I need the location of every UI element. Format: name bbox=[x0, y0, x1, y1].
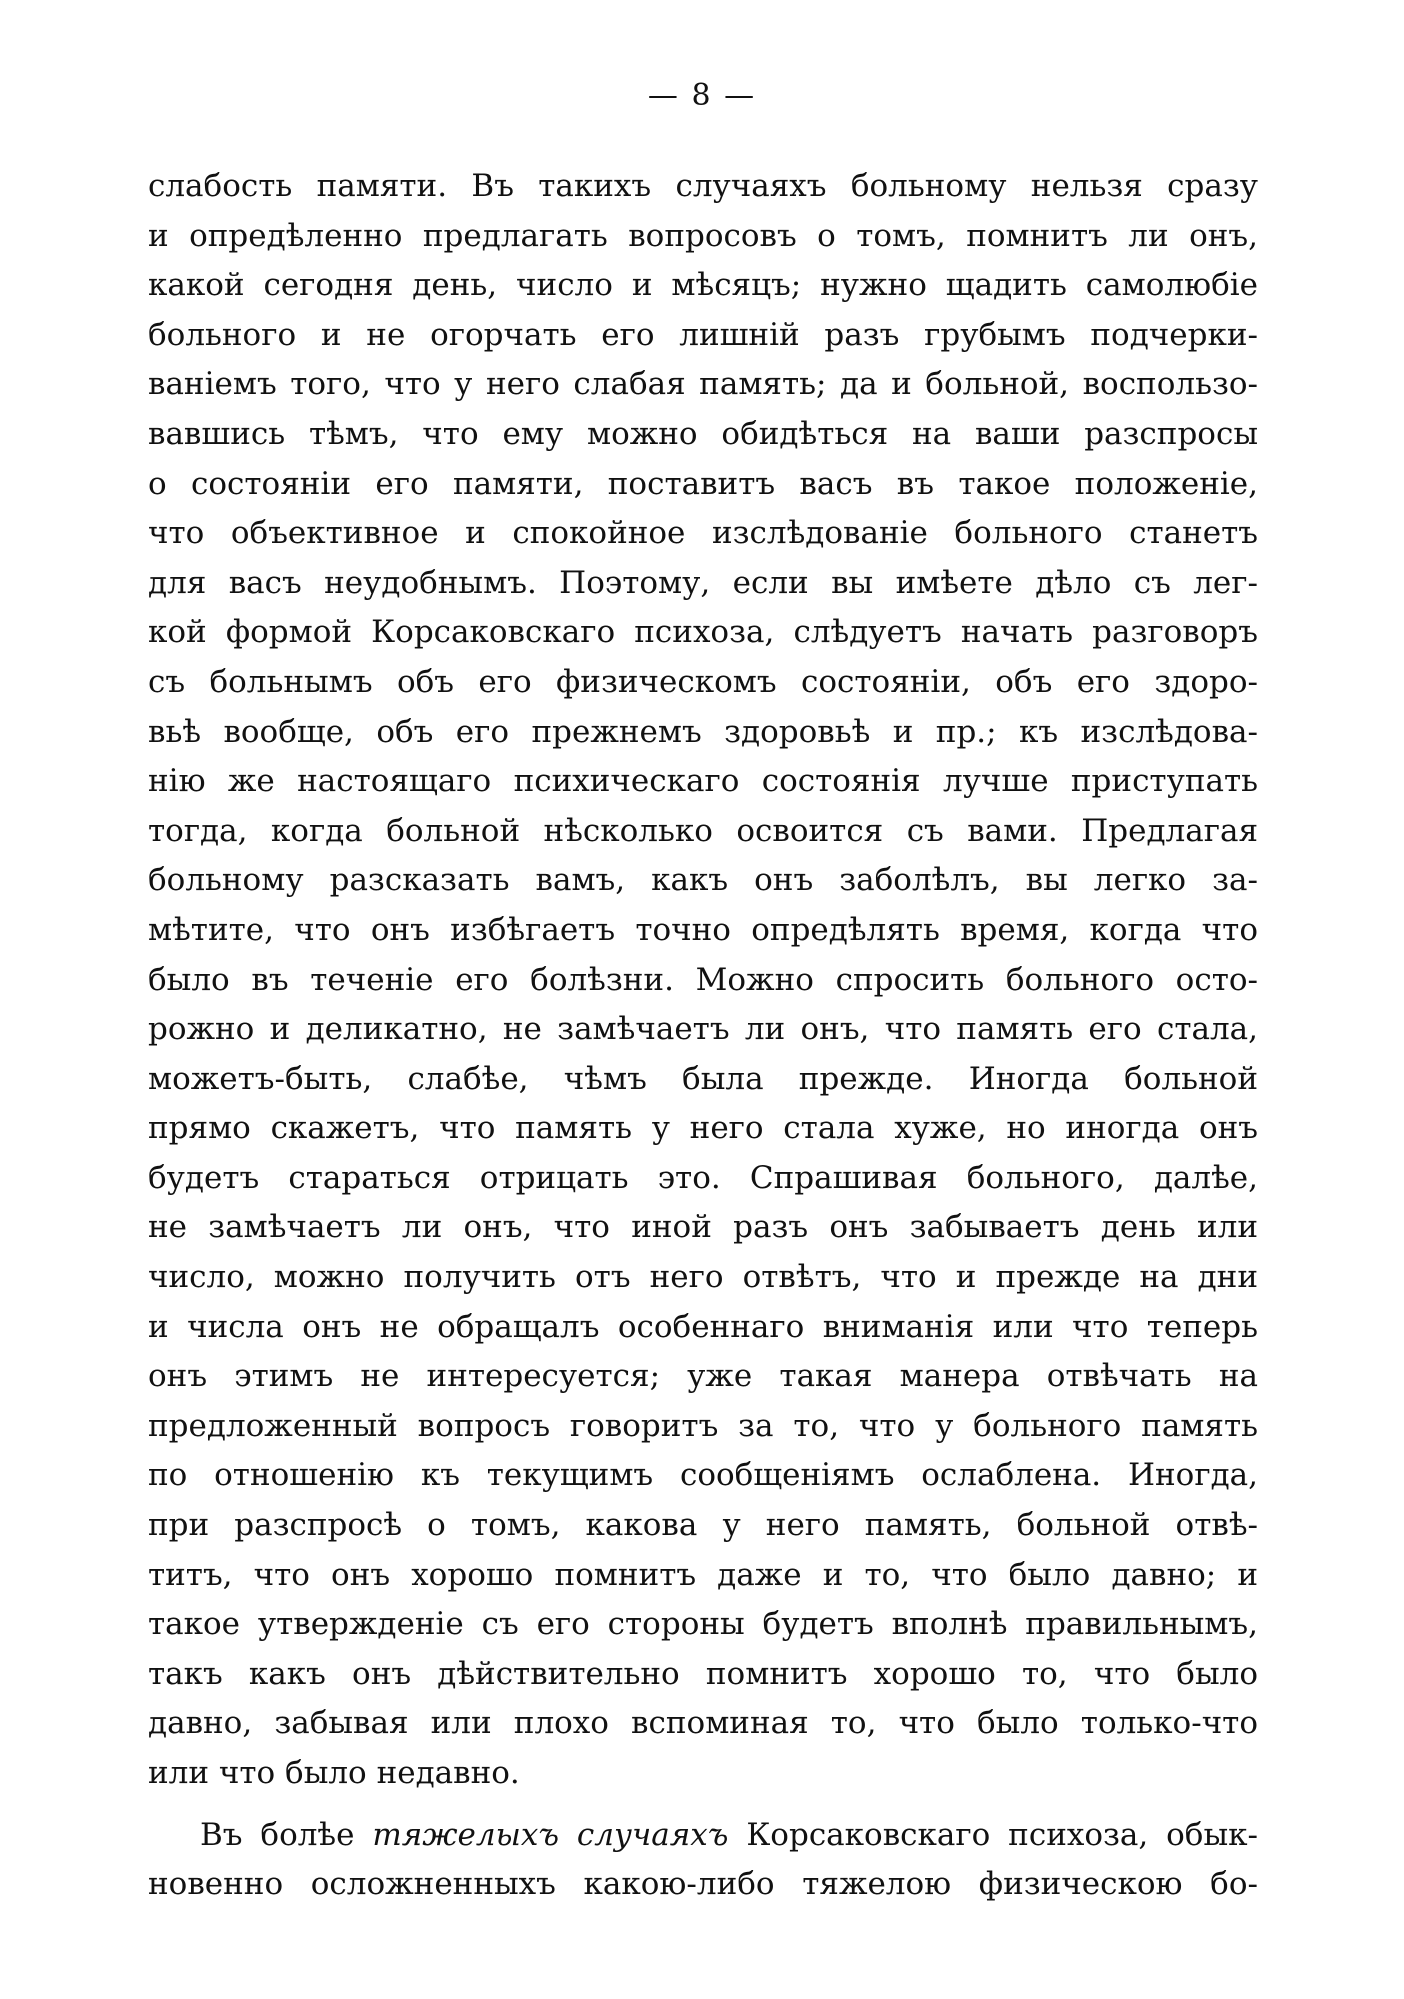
paragraph-1-line: тогда, когда больной нѣсколько освоится съ вами. Предлагая bbox=[148, 812, 1258, 849]
paragraph-1-line: кой формой Корсаковскаго психоза, слѣдуетъ начать разговоръ bbox=[148, 614, 1258, 651]
paragraph-1-line: прямо скажетъ, что память у него стала хуже, но иногда онъ bbox=[148, 1110, 1258, 1147]
paragraph-1-line: вьѣ вообще, объ его прежнемъ здоровьѣ и пр.; къ изслѣдова- bbox=[148, 713, 1258, 750]
paragraph-1-line: при разспросѣ о томъ, какова у него память, больной отвѣ- bbox=[148, 1507, 1258, 1544]
paragraph-1-line: о состояніи его памяти, поставитъ васъ въ такое положеніе, bbox=[148, 465, 1258, 502]
paragraph-1-line: давно, забывая или плохо вспоминая то, что было только-что bbox=[148, 1705, 1258, 1742]
paragraph-1-line: какой сегодня день, число и мѣсяцъ; нужно щадить самолюбіе bbox=[148, 267, 1258, 304]
paragraph-1-line: вавшись тѣмъ, что ему можно обидѣться на ваши разспросы bbox=[148, 415, 1258, 452]
paragraph-2-line-2: новенно осложненныхъ какою-либо тяжелою физическою бо- bbox=[148, 1866, 1258, 1903]
paragraph-1-line: и числа онъ не обращалъ особеннаго вниманія или что теперь bbox=[148, 1308, 1258, 1345]
paragraph-1-line: будетъ стараться отрицать это. Спрашивая больного, далѣе, bbox=[148, 1159, 1258, 1196]
body-text bbox=[148, 162, 1258, 1910]
paragraph-gap bbox=[148, 1799, 1258, 1811]
p2-line1-end: Корсаковскаго психоза, обык- bbox=[728, 1816, 1258, 1853]
paragraph-1-line: предложенный вопросъ говоритъ за то, что у больного память bbox=[148, 1407, 1258, 1444]
paragraph-1-line: что объективное и спокойное изслѣдованіе больного станетъ bbox=[148, 515, 1258, 552]
p2-line1-start: Въ болѣе bbox=[200, 1816, 373, 1853]
paragraph-1-line: съ больнымъ объ его физическомъ состояніи, объ его здоро- bbox=[148, 663, 1258, 700]
paragraph-1-line: рожно и деликатно, не замѣчаетъ ли онъ, что память его стала, bbox=[148, 1011, 1258, 1048]
paragraph-1-line: по отношенію къ текущимъ сообщеніямъ ослаблена. Иногда, bbox=[148, 1457, 1258, 1494]
page-number: — 8 — bbox=[647, 78, 757, 113]
paragraph-1-line: слабость памяти. Въ такихъ случаяхъ больному нельзя сразу bbox=[148, 168, 1258, 204]
paragraph-1-line: мѣтите, что онъ избѣгаетъ точно опредѣлять время, когда что bbox=[148, 911, 1258, 948]
paragraph-1 bbox=[148, 162, 1258, 1799]
paragraph-1-line: больного и не огорчать его лишній разъ грубымъ подчерки- bbox=[148, 316, 1258, 353]
paragraph-1-line: больному разсказать вамъ, какъ онъ заболѣлъ, вы легко за- bbox=[148, 862, 1258, 899]
paragraph-2-line-1 bbox=[148, 1811, 1258, 1861]
paragraph-1-line: ваніемъ того, что у него слабая память; да и больной, воспользо- bbox=[148, 366, 1258, 403]
paragraph-1-line: и опредѣленно предлагать вопросовъ о томъ, помнитъ ли онъ, bbox=[148, 217, 1258, 254]
paragraph-1-line: титъ, что онъ хорошо помнитъ даже и то, что было давно; и bbox=[148, 1556, 1258, 1593]
paragraph-1-line: не замѣчаетъ ли онъ, что иной разъ онъ забываетъ день или bbox=[148, 1209, 1258, 1246]
paragraph-1-line: такое утвержденіе съ его стороны будетъ вполнѣ правильнымъ, bbox=[148, 1606, 1258, 1643]
paragraph-1-line: такъ какъ онъ дѣйствительно помнитъ хорошо то, что было bbox=[148, 1655, 1258, 1692]
paragraph-2 bbox=[148, 1811, 1258, 1910]
paragraph-1-line: нію же настоящаго психическаго состоянія лучше приступать bbox=[148, 763, 1258, 800]
paragraph-1-line: для васъ неудобнымъ. Поэтому, если вы имѣете дѣло съ лег- bbox=[148, 564, 1258, 601]
paragraph-1-line: или что было недавно. bbox=[148, 1755, 520, 1791]
paragraph-1-line: число, можно получить отъ него отвѣтъ, что и прежде на дни bbox=[148, 1259, 1258, 1296]
p2-line1-emphasis: тяжелыхъ случаяхъ bbox=[372, 1816, 729, 1853]
paragraph-1-line: было въ теченіе его болѣзни. Можно спросить больного осто- bbox=[148, 961, 1258, 998]
paragraph-1-line: онъ этимъ не интересуется; уже такая манера отвѣчать на bbox=[148, 1358, 1258, 1395]
paragraph-1-line: можетъ-быть, слабѣе, чѣмъ была прежде. Иногда больной bbox=[148, 1060, 1258, 1097]
